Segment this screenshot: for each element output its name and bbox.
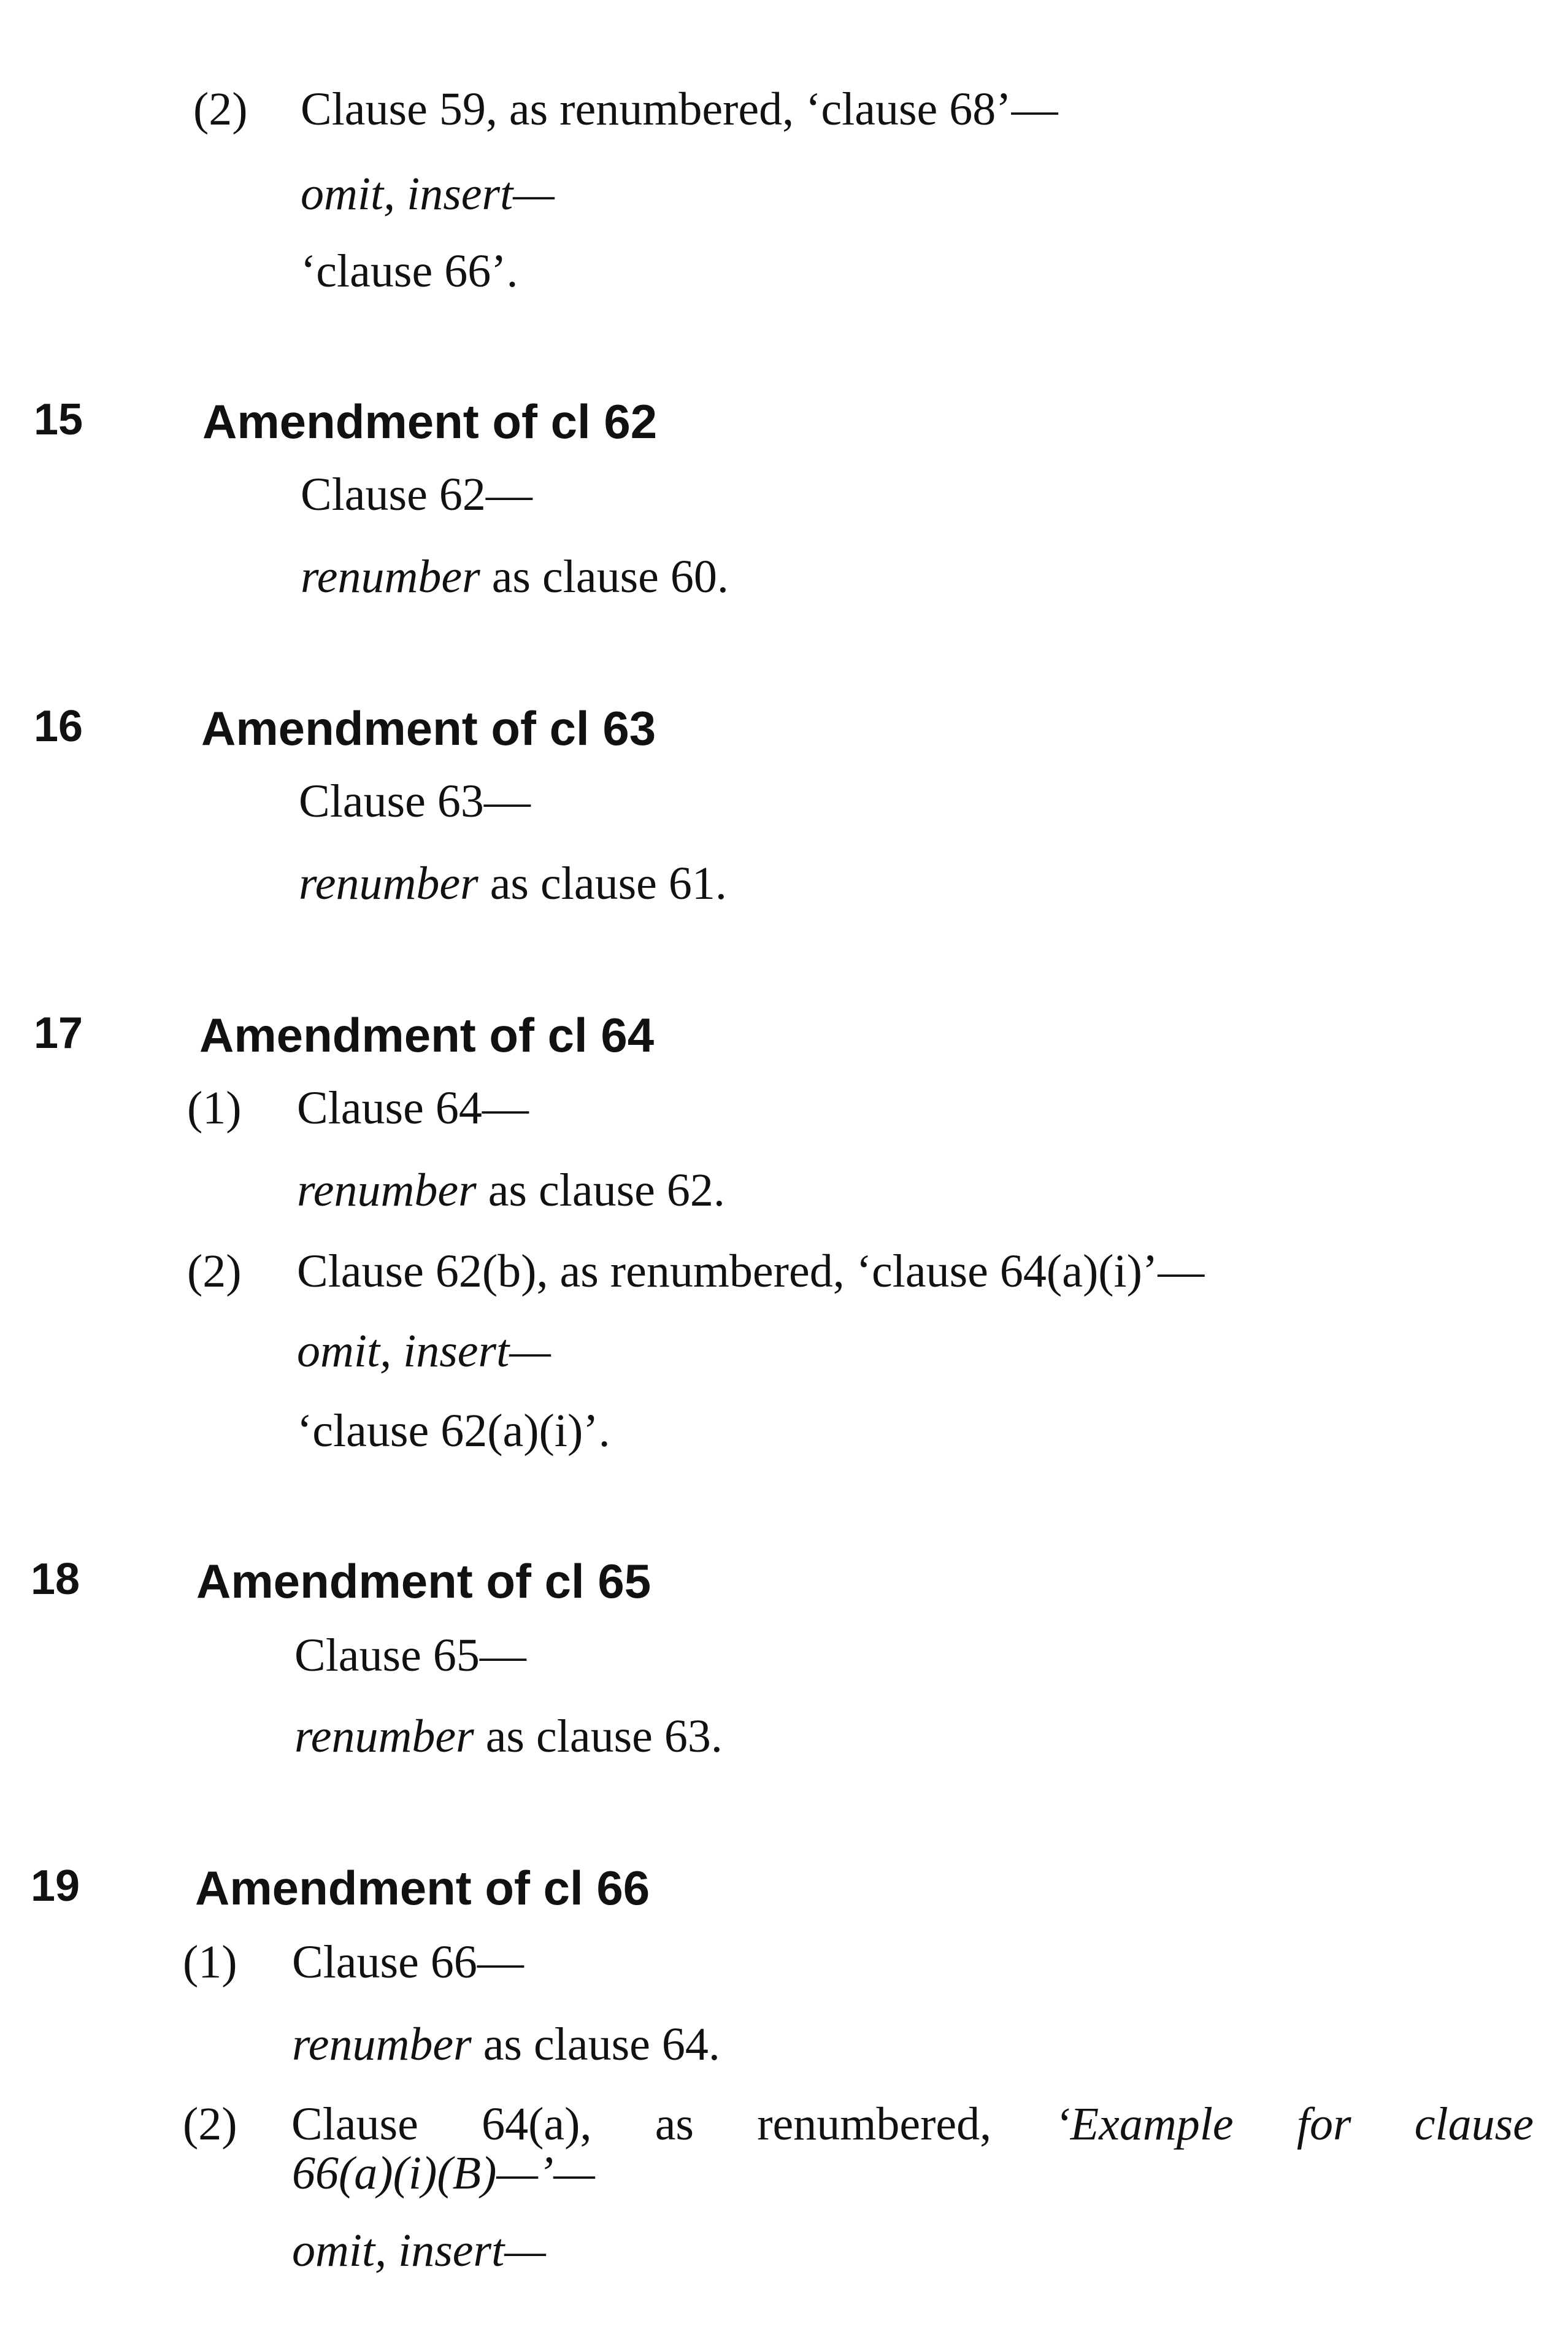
renumber-word: renumber (297, 1165, 477, 1216)
word: as (655, 2098, 694, 2150)
subclause-line (297, 1167, 725, 1214)
renumber-word: renumber (299, 858, 478, 909)
section-number: 16 (34, 702, 83, 751)
renumber-word: renumber (292, 2019, 472, 2070)
section-body-line (299, 860, 727, 907)
top-subclause-line3: ‘clause 66’. (301, 245, 518, 297)
subclause-number: (1) (187, 1082, 242, 1134)
section-heading: Amendment of cl 66 (195, 1861, 650, 1915)
section-heading: Amendment of cl 63 (201, 701, 656, 755)
section-number: 18 (31, 1555, 80, 1604)
subclause-number: (1) (183, 1936, 237, 1988)
renumber-rest: as clause 63. (474, 1711, 723, 1762)
subclause-line: Clause 62(b), as renumbered, ‘clause 64(a)(i)’— (297, 1246, 1205, 1297)
renumber-rest: as clause 61. (478, 858, 727, 909)
section-body-line: Clause 62— (301, 469, 532, 520)
word: Clause (291, 2098, 418, 2150)
subclause-line: Clause 64— (297, 1082, 529, 1134)
top-subclause-line1: Clause 59, as renumbered, ‘clause 68’— (301, 83, 1058, 135)
subclause-line (292, 2021, 720, 2068)
renumber-rest: as clause 60. (480, 551, 729, 603)
subclause-line: ‘clause 62(a)(i)’. (297, 1405, 610, 1457)
top-subclause-line2: omit, insert— (301, 168, 555, 220)
subclause-line: 66(a)(i)(B)—’— (292, 2147, 595, 2199)
section-body-line (294, 1713, 723, 1760)
section-heading: Amendment of cl 65 (196, 1554, 651, 1608)
subclause-justified-line (291, 2098, 1534, 2150)
renumber-word: renumber (301, 551, 480, 603)
word: clause (1414, 2098, 1534, 2150)
word: renumbered, (757, 2098, 992, 2150)
section-body-line: Clause 65— (294, 1630, 526, 1681)
section-heading: Amendment of cl 62 (202, 395, 658, 449)
renumber-word: renumber (294, 1711, 474, 1762)
section-number: 17 (34, 1009, 83, 1058)
section-body-line: Clause 63— (299, 776, 531, 827)
word: ‘Example (1055, 2098, 1234, 2150)
top-subclause-number: (2) (193, 83, 248, 135)
section-number: 15 (34, 395, 83, 444)
word: 64(a), (482, 2098, 592, 2150)
renumber-rest: as clause 64. (471, 2019, 720, 2070)
subclause-line: omit, insert— (292, 2225, 546, 2276)
subclause-line: Clause 66— (292, 1936, 524, 1988)
subclause-number: (2) (187, 1246, 242, 1297)
section-body-line (301, 551, 729, 603)
subclause-number: (2) (183, 2098, 237, 2150)
section-number: 19 (31, 1862, 80, 1911)
section-heading: Amendment of cl 64 (199, 1008, 655, 1062)
subclause-line: omit, insert— (297, 1325, 551, 1377)
renumber-rest: as clause 62. (476, 1165, 725, 1216)
word: for (1296, 2098, 1351, 2150)
